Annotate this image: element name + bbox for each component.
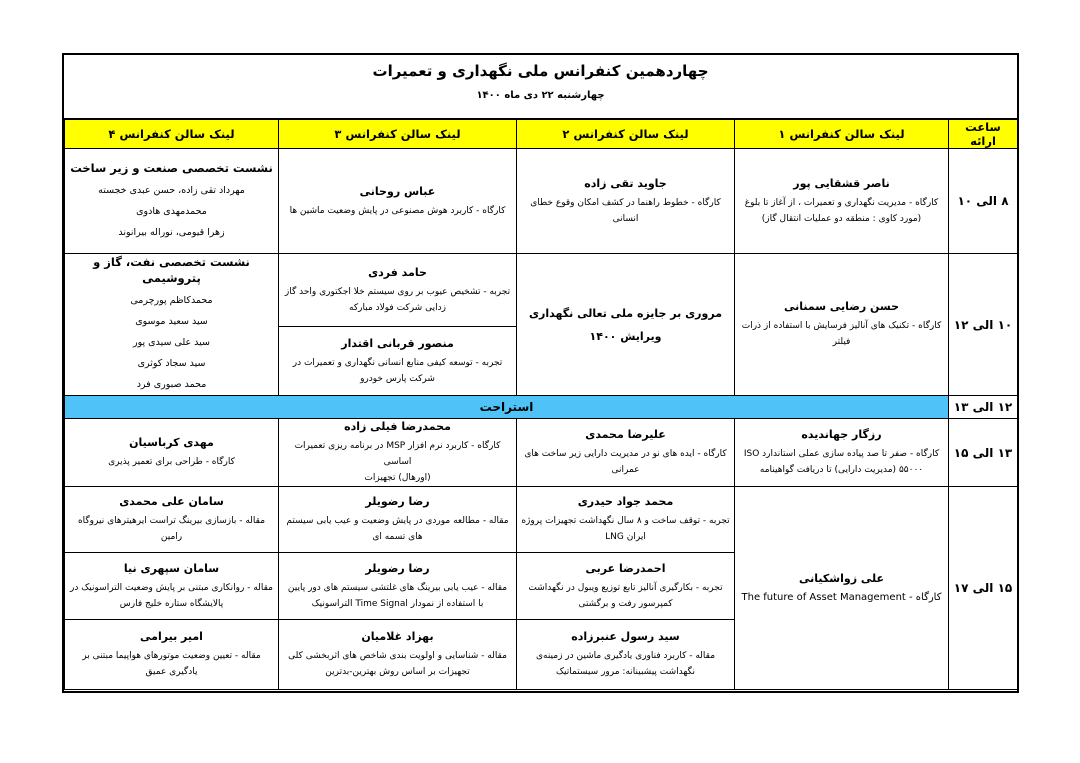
session-desc: تجهیزات بر اساس روش بهترین-بدترین — [325, 667, 470, 677]
header-row — [65, 120, 1018, 149]
session-desc: مقاله - روانکاری مبتنی بر پایش وضعیت التراسونیک در — [70, 582, 273, 593]
speaker-name: محمدرضا فیلی زاده — [344, 420, 451, 433]
session-cell — [735, 149, 949, 254]
session-desc: با استفاده از نمودار Time Signal التراسونیک — [311, 598, 484, 609]
panel-member: محمدکاظم پورچرمی — [130, 295, 213, 306]
session-desc: کمپرسور رفت و برگشتی — [578, 598, 673, 609]
panel-cell — [65, 149, 279, 254]
col-hall-1[interactable]: لینک سالن کنفرانس ۱ — [735, 120, 949, 149]
session-cell — [279, 419, 517, 487]
session-desc: کارگاه - ایده های نو در مدیریت دارایی زیر ساخت های — [524, 449, 727, 459]
speaker-name: حسن رضایی سمنانی — [783, 300, 900, 313]
panel-member: محمدمهدی هادوی — [136, 205, 207, 217]
speaker-name: عباس روحانی — [359, 184, 436, 198]
speaker-name: ناصر قشقایی پور — [793, 176, 890, 190]
session-desc: تجربه - تشخیص عیوب بر روی سیستم خلا اجکتوری واحد گاز — [284, 286, 511, 297]
speaker-name: محمد جواد حیدری — [577, 495, 674, 508]
session-cell — [735, 254, 949, 396]
session-cell — [517, 419, 735, 487]
session-desc: مقاله - کاربرد فناوری یادگیری ماشین در زمینه‌ی — [535, 651, 716, 661]
session-desc: کارگاه - طراحی برای تعمیر پذیری — [108, 457, 235, 467]
session-cell — [279, 553, 517, 620]
break-label: استراحت — [65, 396, 949, 419]
session-title: مروری بر جایزه ملی تعالی نگهداری — [528, 306, 723, 320]
session-desc: یادگیری عمیق — [145, 667, 198, 677]
speaker-name: سید رسول عنبرزاده — [571, 630, 680, 643]
session-cell — [735, 487, 949, 690]
time-cell: ۱۳ الی ۱۵ — [949, 419, 1018, 487]
session-desc: های تسمه ای — [372, 532, 423, 542]
session-desc: شرکت پارس خودرو — [360, 373, 435, 384]
speaker-name: سامان علی محمدی — [119, 495, 224, 508]
speaker-name: جاوید تقی زاده — [584, 176, 667, 190]
panel-member: سید سعید موسوی — [135, 316, 208, 327]
session-cell — [65, 553, 279, 620]
speaker-name: رضا رضویلر — [365, 495, 430, 508]
col-hall-4[interactable]: لینک سالن کنفرانس ۴ — [65, 120, 279, 149]
schedule-table — [64, 119, 1018, 690]
session-desc: مقاله - مطالعه موردی در پایش وضعیت و عیب یابی سیستم — [286, 516, 509, 526]
table-row — [65, 254, 1018, 396]
schedule-header — [64, 55, 1017, 119]
session-desc: (اورهال) تجهیزات — [364, 473, 431, 483]
speaker-name: امیر بیرامی — [140, 630, 203, 643]
session-desc: تجربه - توسعه کیفی منابع انسانی نگهداری و تعمیرات در — [292, 357, 503, 368]
session-desc: کارگاه - تکنیک های آنالیز فرسایش با استفاده از ذرات — [741, 321, 942, 331]
session-cell — [517, 487, 735, 553]
conference-title: چهاردهمین کنفرانس ملی نگهداری و تعمیرات — [372, 62, 709, 80]
panel-cell — [65, 254, 279, 396]
session-cell — [279, 487, 517, 553]
panel-title: نشست تخصصی صنعت و زیر ساخت — [70, 160, 273, 175]
time-cell: ۸ الی ۱۰ — [949, 149, 1018, 254]
break-row — [65, 396, 1018, 419]
table-row — [65, 487, 1018, 553]
session-title: ویرایش ۱۴۰۰ — [589, 329, 662, 343]
session-cell — [65, 620, 279, 690]
col-hall-2[interactable]: لینک سالن کنفرانس ۲ — [517, 120, 735, 149]
speaker-name: منصور قربانی اقتدار — [341, 336, 454, 350]
session-desc: ۵۵۰۰۰ (مدیریت دارایی) تا دریافت گواهینامه — [759, 465, 924, 475]
session-desc: کارگاه - مدیریت نگهداری و تعمیرات ، از آغاز تا بلوغ — [744, 197, 939, 208]
session-cell — [65, 487, 279, 553]
panel-member: سید علی سیدی پور — [133, 337, 210, 348]
session-desc: تجربه - بکارگیری آنالیز تابع توزیع ویبول در نگهداشت — [528, 582, 723, 593]
session-desc: کارگاه - کاربرد نرم افزار MSP در برنامه ریزی تعمیرات اساسی — [294, 441, 501, 467]
speaker-name: رضا رضویلر — [365, 561, 430, 575]
session-desc: ایران LNG — [605, 532, 646, 542]
session-desc: انسانی — [612, 213, 639, 224]
session-desc: مقاله - بازسازی بیرینگ تراست ایرهیترهای نیروگاه رامین — [77, 516, 266, 542]
table-row — [65, 149, 1018, 254]
table-row — [65, 419, 1018, 487]
session-cell — [279, 149, 517, 254]
session-desc: مقاله - عیب یابی بیرینگ های غلتشی سیستم های دور پایین — [287, 582, 508, 593]
panel-title: نشست تخصصی نفت، گاز و پتروشیمی — [93, 255, 250, 285]
conference-date: چهارشنبه ۲۲ دی ماه ۱۴۰۰ — [476, 90, 605, 101]
panel-member: محمد صبوری فرد — [136, 379, 207, 390]
session-desc: کارگاه - صفر تا صد پیاده سازی عملی استاندارد ISO — [743, 449, 940, 459]
session-desc: عمرانی — [611, 465, 640, 475]
session-desc: کارگاه - The future of Asset Management — [741, 591, 942, 603]
session-cell — [517, 254, 735, 396]
session-desc: تجربه - توقف ساخت و ۸ سال نگهداشت تجهیزات پروژه — [521, 516, 730, 526]
speaker-name: علیرضا محمدی — [585, 428, 666, 441]
session-desc: کارگاه - کاربرد هوش مصنوعی در پایش وضعیت ماشین ها — [289, 205, 506, 216]
session-cell — [735, 419, 949, 487]
panel-member: مهرداد تقی زاده، حسن عبدی خجسته — [98, 184, 245, 196]
split-session-cell — [279, 254, 517, 396]
session-desc: پالایشگاه ستاره خلیج فارس — [119, 598, 224, 609]
session-block — [279, 254, 516, 327]
speaker-name: سامان سپهری نیا — [123, 561, 220, 575]
session-block — [279, 327, 516, 395]
speaker-name: رزگار جهاندیده — [801, 428, 882, 441]
session-desc: مقاله - شناسایی و اولویت بندی شاخص های اثربخشی کلی — [288, 651, 507, 661]
time-cell: ۱۵ الی ۱۷ — [949, 487, 1018, 690]
session-cell — [279, 620, 517, 690]
panel-member: زهرا قیومی، نوراله بیرانوند — [118, 226, 225, 238]
speaker-name: بهزاد غلامیان — [361, 630, 434, 643]
speaker-name: حامد فردی — [368, 265, 427, 279]
session-desc: مقاله - تعیین وضعیت موتورهای هواپیما مبتنی بر — [82, 651, 261, 661]
speaker-name: علی زواشکیانی — [799, 571, 884, 585]
session-desc: فیلتر — [832, 337, 851, 347]
panel-member: سید سجاد کوثری — [137, 358, 206, 369]
session-cell — [517, 620, 735, 690]
time-cell: ۱۲ الی ۱۳ — [949, 396, 1018, 419]
speaker-name: مهدی کرباسیان — [129, 436, 214, 449]
session-cell — [517, 553, 735, 620]
col-time: ساعت ارائه — [949, 120, 1018, 149]
session-desc: (مورد کاوی : منطقه دو عملیات انتقال گاز) — [761, 213, 922, 224]
schedule-sheet — [62, 53, 1019, 693]
session-desc: نگهداشت پیشبینانه: مرور سیستماتیک — [555, 667, 695, 677]
speaker-name: احمدرضا عربی — [585, 561, 666, 575]
session-cell — [517, 149, 735, 254]
session-desc: زدایی شرکت فولاد مبارکه — [349, 302, 446, 313]
col-hall-3[interactable]: لینک سالن کنفرانس ۳ — [279, 120, 517, 149]
session-cell — [65, 419, 279, 487]
session-desc: کارگاه - خطوط راهنما در کشف امکان وقوع خطای — [530, 197, 721, 208]
time-cell: ۱۰ الی ۱۲ — [949, 254, 1018, 396]
